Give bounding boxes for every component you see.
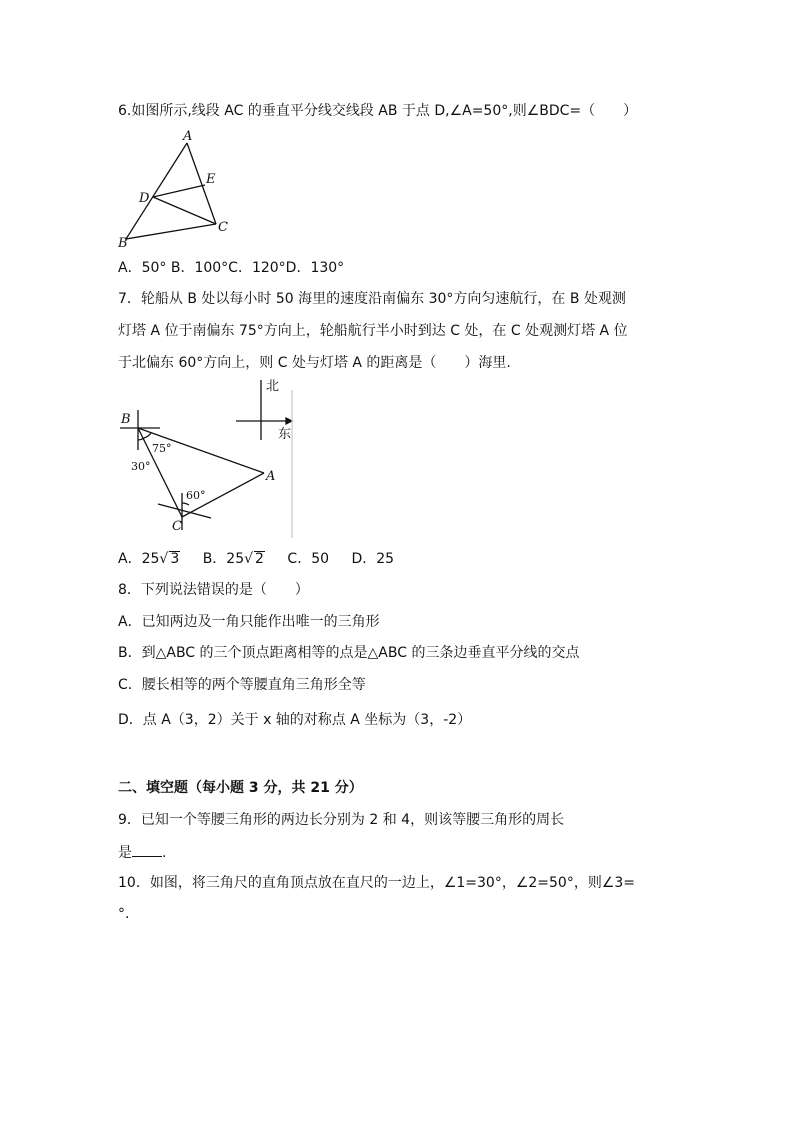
q8-option-c: C．腰长相等的两个等腰直角三角形全等 [118, 677, 366, 693]
q7-navigation-figure [116, 378, 298, 538]
label-e: E [206, 172, 216, 187]
q10-line1: 10．如图，将三角尺的直角顶点放在直尺的一边上，∠1=30°，∠2=50°，则∠3= [118, 875, 636, 891]
q7-line2: 灯塔 A 位于南偏东 75°方向上，轮船航行半小时到达 C 处，在 C 处观测灯塔 A 位 [118, 323, 628, 339]
q7-line3: 于北偏东 60°方向上，则 C 处与灯塔 A 的距离是（ ）海里. [118, 355, 511, 371]
label-c: C [172, 519, 182, 534]
north-label: 北 [266, 379, 280, 394]
q9-line2: 是 . [118, 842, 166, 863]
angle-60-label: 60° [186, 489, 206, 502]
label-b: B [121, 412, 131, 427]
label-c: C [218, 220, 228, 235]
q7-option-d: D．25 [351, 551, 395, 567]
q6-stem: 6.如图所示,线段 AC 的垂直平分线交线段 AB 于点 D,∠A=50°,则∠BDC=（ ） [118, 103, 638, 119]
q7-option-a: A．25√ 3 [118, 551, 180, 567]
segment-bc [126, 224, 216, 239]
q8-option-d: D．点 A（3，2）关于 x 轴的对称点 A 坐标为（3，-2） [118, 712, 472, 728]
q9-line1: 9．已知一个等腰三角形的两边长分别为 2 和 4，则该等腰三角形的周长 [118, 812, 565, 828]
angle-75-label: 75° [152, 442, 172, 455]
q7-line1: 7．轮船从 B 处以每小时 50 海里的速度沿南偏东 30°方向匀速航行，在 B 处观测 [118, 291, 626, 307]
label-b: B [118, 236, 128, 250]
q7-option-b: B．25√ 2 [202, 551, 264, 567]
q8-option-a: A．已知两边及一角只能作出唯一的三角形 [118, 614, 380, 630]
q7-option-c: C．50 [287, 551, 330, 567]
label-d: D [139, 191, 150, 206]
segment-de [153, 185, 205, 197]
q6-options: A．50° B．100°C．120°D．130° [118, 260, 345, 276]
q9-answer-blank [132, 842, 162, 857]
label-a: A [266, 469, 276, 484]
label-a: A [183, 130, 193, 144]
section-heading: 二、填空题（每小题 3 分，共 21 分） [118, 780, 363, 796]
segment-dc [153, 197, 216, 224]
q8-stem: 8．下列说法错误的是（ ） [118, 582, 309, 598]
east-label: 东 [278, 427, 292, 442]
q7-options [118, 549, 394, 569]
q10-line2: °. [118, 906, 130, 922]
q6-triangle-figure [116, 130, 236, 250]
q8-option-b: B．到△ABC 的三个顶点距离相等的点是△ABC 的三条边垂直平分线的交点 [118, 645, 580, 661]
angle-30-label: 30° [131, 460, 151, 473]
